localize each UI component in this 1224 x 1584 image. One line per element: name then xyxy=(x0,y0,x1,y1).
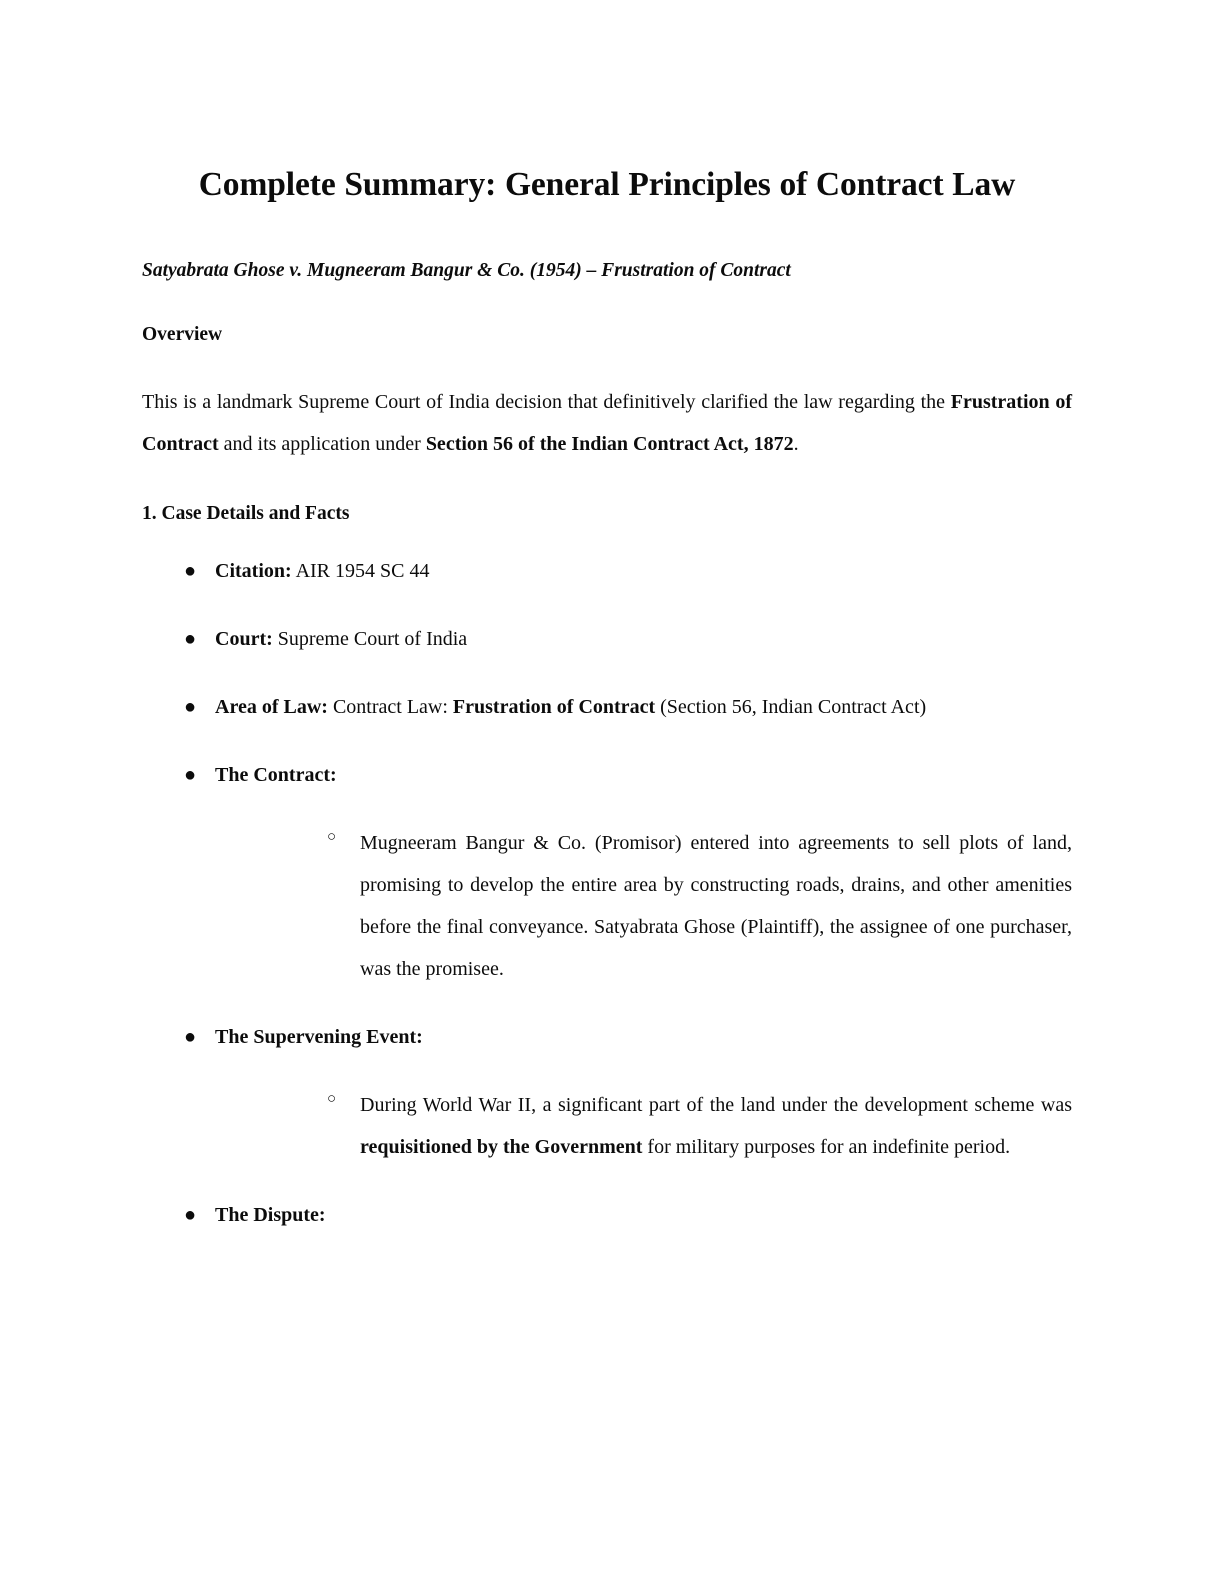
court-label: Court: xyxy=(215,628,273,651)
bullet-circle-icon: ○ xyxy=(327,1091,337,1108)
overview-bold-section-56: Section 56 of the Indian Contract Act, 1872 xyxy=(425,432,794,455)
the-contract-label: The Contract: xyxy=(215,764,337,787)
area-of-law-label: Area of Law: xyxy=(215,696,328,719)
the-dispute-label: The Dispute: xyxy=(215,1204,326,1227)
citation-value: AIR 1954 SC 44 xyxy=(291,560,430,583)
section-1-heading: 1. Case Details and Facts xyxy=(142,502,350,524)
overview-text-part-1: This is a landmark Supreme Court of India decision that definitively clarified the law regarding the xyxy=(142,390,951,413)
sub-list-item-supervening-detail xyxy=(287,1084,1072,1168)
area-of-law-value-part-2: (Section 56, Indian Contract Act) xyxy=(655,696,927,719)
supervening-detail-part-1: During World War II, a significant part of the land under the development scheme was xyxy=(360,1094,1072,1117)
overview-paragraph xyxy=(142,349,1072,465)
court-value: Supreme Court of India xyxy=(272,628,468,651)
area-of-law-value-part-1: Contract Law: xyxy=(327,696,453,719)
bullet-disc-icon: ● xyxy=(184,628,197,651)
bullet-disc-icon: ● xyxy=(184,764,197,787)
sub-list-item-contract-detail xyxy=(287,822,1072,990)
bullet-disc-icon: ● xyxy=(184,1026,197,1049)
list-item-citation xyxy=(142,550,1072,592)
overview-heading: Overview xyxy=(142,323,223,345)
list-item-area-of-law xyxy=(142,686,1072,728)
list-item-the-dispute xyxy=(142,1194,1072,1236)
contract-detail-text: Mugneeram Bangur & Co. (Promisor) entered into agreements to sell plots of land, promising to develop the entire area by constructing roads, drains, and other amenities before the final conveyance. Satyabrata Ghose (Plaintiff), the assignee of one purchaser, was the promisee. xyxy=(360,832,1072,981)
supervening-event-label: The Supervening Event: xyxy=(215,1026,423,1049)
supervening-detail-bold-requisitioned: requisitioned by the Government xyxy=(360,1136,643,1159)
page-title: Complete Summary: General Principles of Contract Law xyxy=(198,166,1016,203)
case-details-list xyxy=(142,528,1072,1236)
the-contract-sublist xyxy=(215,822,1072,990)
bullet-disc-icon: ● xyxy=(184,560,197,583)
case-citation-heading: Satyabrata Ghose v. Mugneeram Bangur & Co. (1954) – Frustration of Contract xyxy=(142,260,791,282)
overview-text-part-2: and its application under xyxy=(218,432,426,455)
list-item-court xyxy=(142,618,1072,660)
bullet-circle-icon: ○ xyxy=(327,829,337,846)
citation-label: Citation: xyxy=(215,560,292,583)
list-item-the-contract xyxy=(142,754,1072,990)
supervening-detail-part-2: for military purposes for an indefinite period. xyxy=(642,1136,1011,1159)
overview-text-part-3: . xyxy=(793,432,799,455)
overview-bold-frustration: Frustration of Contract xyxy=(142,390,1072,455)
bullet-disc-icon: ● xyxy=(184,1204,197,1227)
area-of-law-bold-frustration: Frustration of Contract xyxy=(452,696,656,719)
document-content xyxy=(142,0,1072,1236)
list-item-supervening-event xyxy=(142,1016,1072,1168)
supervening-event-sublist xyxy=(215,1084,1072,1168)
bullet-disc-icon: ● xyxy=(184,696,197,719)
